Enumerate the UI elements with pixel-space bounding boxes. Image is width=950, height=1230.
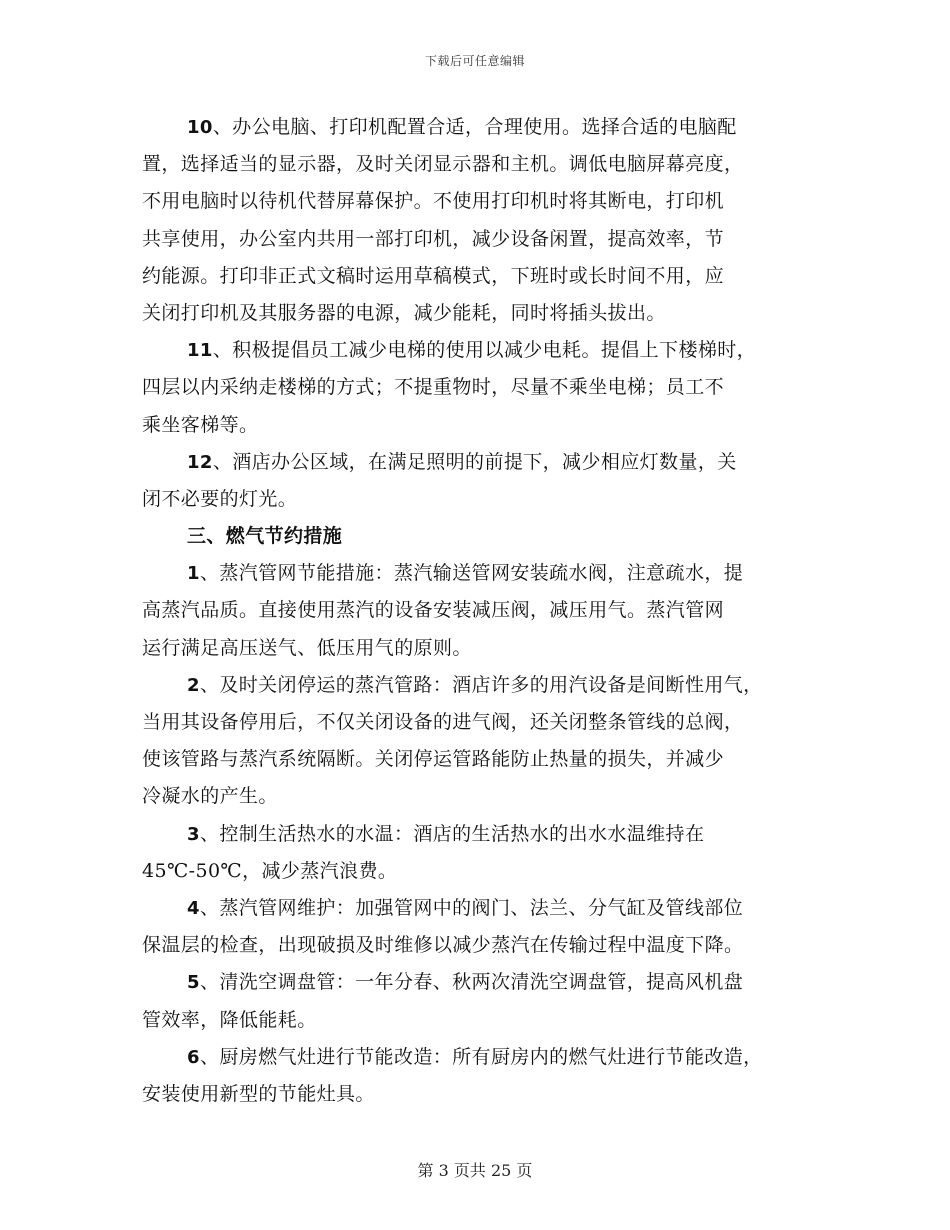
paragraph-line: 保温层的检查，出现破损及时维修以减少蒸汽在传输过程中温度下降。: [142, 934, 744, 957]
line-text: 、办公电脑、打印机配置合适，合理使用。选择合适的电脑配: [212, 116, 737, 138]
section-item-5: [142, 964, 818, 1038]
paragraph-11: [142, 332, 818, 444]
item-number: 10: [187, 117, 213, 138]
paragraph-line: [142, 1039, 818, 1076]
item-number: 4: [187, 897, 200, 919]
paragraph-line: [142, 667, 818, 704]
line-text: 、酒店办公区域，在满足照明的前提下，减少相应灯数量，关: [212, 450, 737, 473]
item-number: 2: [187, 674, 200, 696]
paragraph-line: 约能源。打印非正式文稿时运用草稿模式，下班时或长时间不用，应: [142, 264, 725, 287]
paragraph-line: 共享使用，办公室内共用一部打印机，减少设备闲置，提高效率，节: [142, 227, 725, 250]
paragraph-line: 安装使用新型的节能灶具。: [142, 1082, 375, 1105]
paragraph-line: 关闭打印机及其服务器的电源，减少能耗，同时将插头拔出。: [142, 301, 666, 324]
paragraph-line: [142, 890, 818, 927]
document-body: [142, 109, 818, 1113]
paragraph-line: [142, 444, 818, 481]
line-text: 、控制生活热水的水温：酒店的生活热水的出水水温维持在: [199, 822, 705, 845]
item-number: 11: [187, 340, 213, 362]
section-item-6: [142, 1039, 818, 1113]
paragraph-line: 45℃-50℃，减少蒸汽浪费。: [142, 859, 398, 882]
paragraph-line: 四层以内采纳走楼梯的方式；不提重物时，尽量不乘坐电梯；员工不: [142, 376, 725, 399]
item-number: 12: [187, 451, 213, 473]
section-item-2: [142, 667, 818, 816]
paragraph-line: 乘坐客梯等。: [142, 413, 259, 436]
paragraph-line: 不用电脑时以待机代替屏幕保护。不使用打印机时将其断电，打印机: [142, 190, 725, 213]
line-text: 、厨房燃气灶进行节能改造：所有厨房内的燃气灶进行节能改造，: [199, 1045, 763, 1068]
section-item-3: [142, 816, 818, 890]
paragraph-line: 冷凝水的产生。: [142, 785, 278, 808]
paragraph-line: [142, 816, 818, 853]
paragraph-line: [142, 332, 818, 369]
line-text: 、蒸汽管网节能措施：蒸汽输送管网安装疏水阀，注意疏水，提: [199, 562, 744, 585]
paragraph-line: [142, 964, 818, 1001]
paragraph-line: 使该管路与蒸汽系统隔断。关闭停运管路能防止热量的损失，并减少: [142, 748, 725, 771]
line-text: 、及时关闭停运的蒸汽管路：酒店许多的用汽设备是间断性用气，: [199, 673, 763, 696]
paragraph-line: 运行满足高压送气、低压用气的原则。: [142, 636, 472, 659]
item-number: 3: [187, 823, 200, 845]
item-number: 6: [187, 1046, 200, 1068]
line-text: 、蒸汽管网维护：加强管网中的阀门、法兰、分气缸及管线部位: [199, 896, 744, 919]
page-header: 下载后可任意编辑: [424, 54, 525, 68]
section-item-4: [142, 890, 818, 964]
paragraph-line: 置，选择适当的显示器，及时关闭显示器和主机。调低电脑屏幕亮度，: [142, 153, 744, 176]
paragraph-line: 管效率，降低能耗。: [142, 1008, 317, 1031]
line-text: 、清洗空调盘管：一年分春、秋两次清洗空调盘管，提高风机盘: [199, 971, 744, 994]
section-item-1: [142, 555, 818, 667]
paragraph-line: 当用其设备停用后，不仅关闭设备的进气阀，还关闭整条管线的总阀，: [142, 711, 744, 733]
item-number: 5: [187, 972, 200, 994]
paragraph-line: [142, 109, 818, 146]
line-text: 、积极提倡员工减少电梯的使用以减少电耗。提倡上下楼梯时，: [212, 339, 757, 362]
paragraph-line: 闭不必要的灯光。: [142, 487, 298, 510]
paragraph-12: [142, 444, 818, 518]
section-heading: 三、燃气节约措施: [187, 525, 343, 548]
paragraph-line: [142, 555, 818, 592]
paragraph-10: [142, 109, 818, 332]
paragraph-line: 高蒸汽品质。直接使用蒸汽的设备安装减压阀，减压用气。蒸汽管网: [142, 599, 725, 622]
item-number: 1: [187, 563, 200, 585]
page-footer: 第 3 页共 25 页: [417, 1161, 533, 1180]
